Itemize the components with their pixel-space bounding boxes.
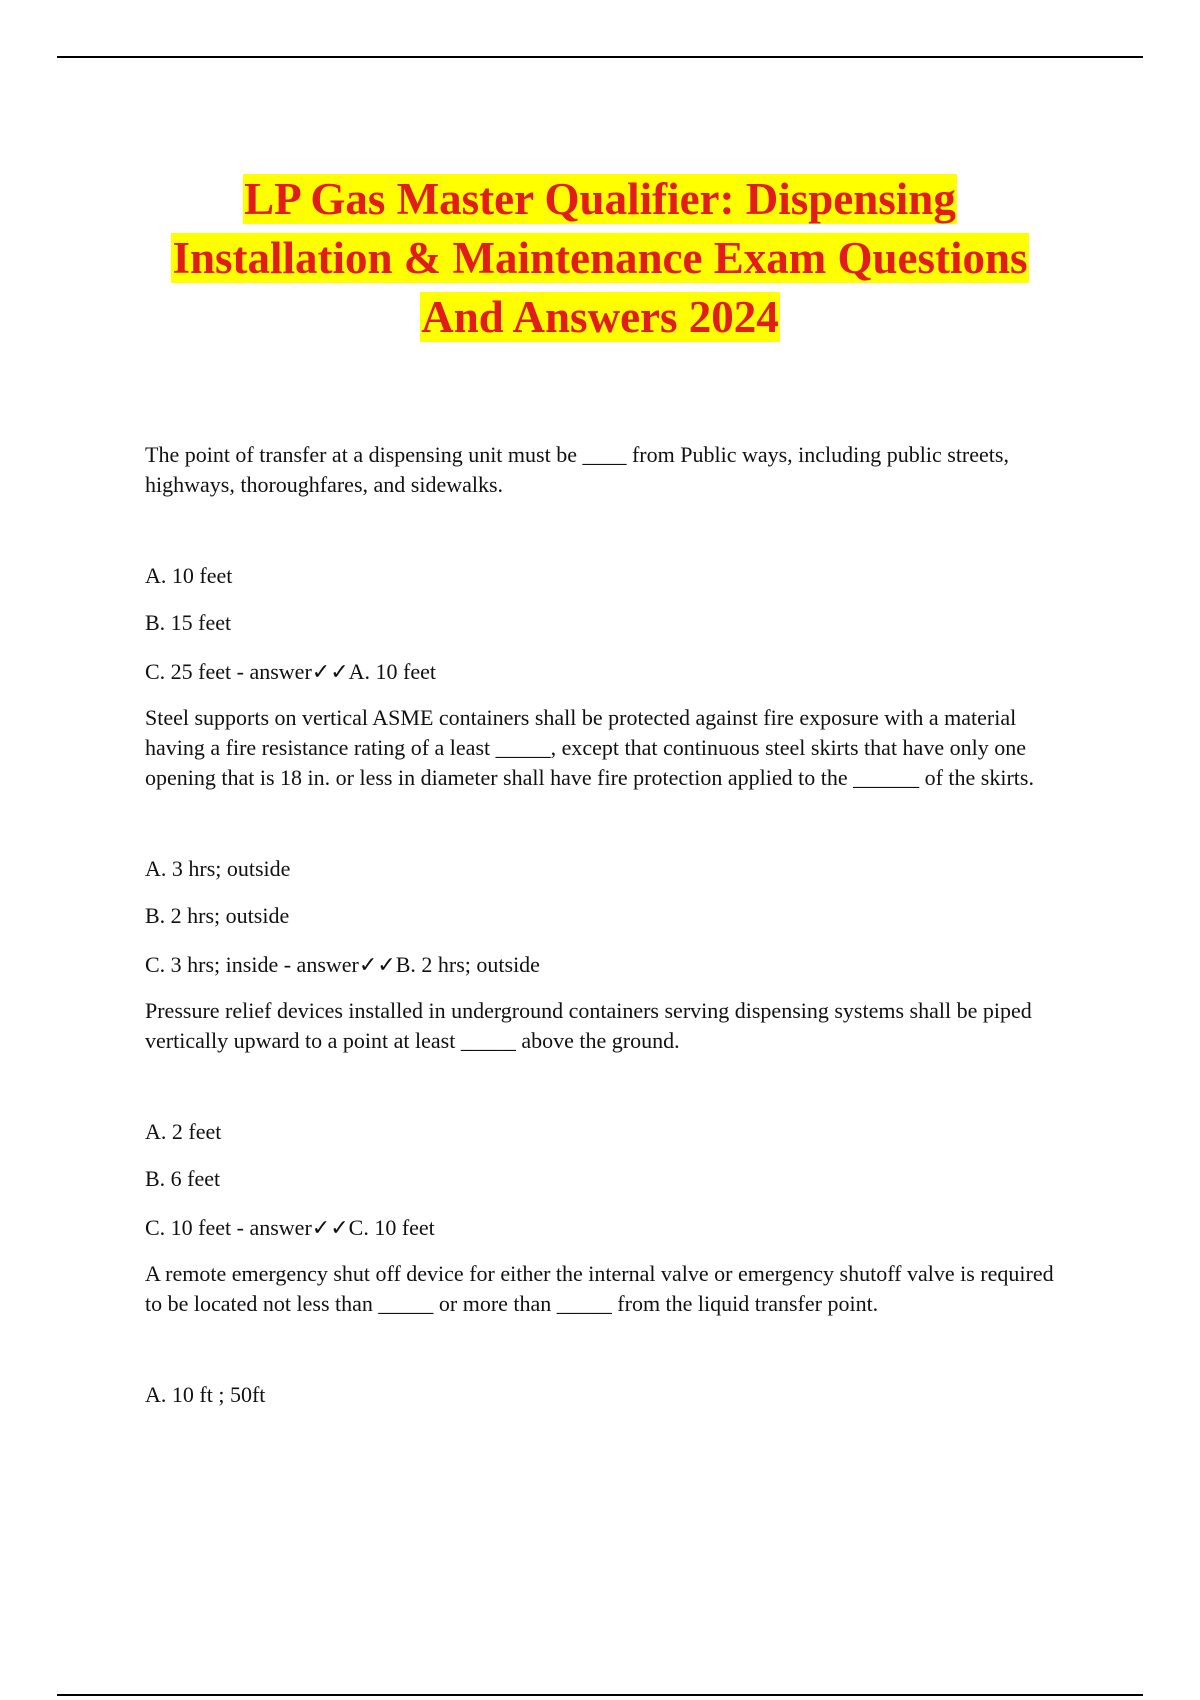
question-text: A remote emergency shut off device for either the internal valve or emergency shutoff valve is required to be located not less than _____ or more than _____ from the liquid transfer point. [145,1261,1054,1316]
option-a: A. 10 ft ; 50ft [145,1382,266,1407]
title-line-1: LP Gas Master Qualifier: Dispensing [244,174,956,224]
option-c-with-answer: C. 3 hrs; inside - answer✓✓B. 2 hrs; outside [145,952,540,977]
question-block-2 [145,703,1065,980]
option-c-with-answer: C. 10 feet - answer✓✓C. 10 feet [145,1215,435,1240]
option-a: A. 2 feet [145,1119,222,1144]
title-line-3: And Answers 2024 [421,292,779,342]
bottom-rule [57,1694,1143,1696]
question-block-3 [145,996,1065,1243]
question-text: Pressure relief devices installed in underground containers serving dispensing systems shall be piped vertically upward to a point at least _____ above the ground. [145,998,1032,1053]
question-list [145,440,1065,1410]
question-text: The point of transfer at a dispensing unit must be ____ from Public ways, including public streets, highways, thoroughfares, and sidewalks. [145,442,1009,497]
option-a: A. 10 feet [145,563,233,588]
question-block-1 [145,440,1065,687]
option-a: A. 3 hrs; outside [145,856,291,881]
question-block-4 [145,1259,1065,1410]
document-title [0,170,1200,347]
title-line-2: Installation & Maintenance Exam Questions [172,233,1028,283]
top-rule [57,56,1143,58]
option-b: B. 2 hrs; outside [145,903,290,928]
option-c-with-answer: C. 25 feet - answer✓✓A. 10 feet [145,659,436,684]
question-text: Steel supports on vertical ASME containers shall be protected against fire exposure with a material having a fire resistance rating of a least _____, except that continuous steel skirts that have only one opening that is 18 in. or less in diameter shall have fire protection applied to the ______ of the skirts. [145,705,1034,790]
option-b: B. 15 feet [145,610,232,635]
option-b: B. 6 feet [145,1166,221,1191]
